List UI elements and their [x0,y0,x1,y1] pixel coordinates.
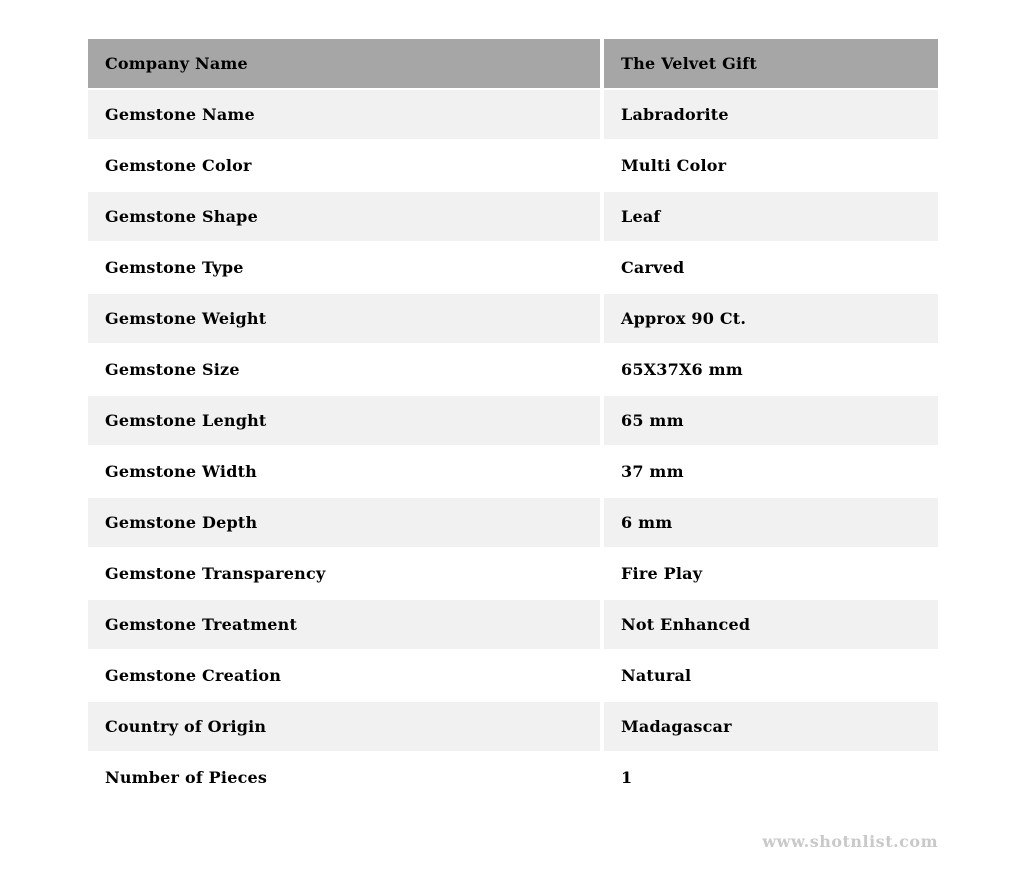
row-value-cell: 65X37X6 mm [604,345,938,394]
table-row [88,651,938,700]
row-value-cell: 37 mm [604,447,938,496]
spec-table-body [88,90,938,802]
gemstone-spec-table [84,37,942,804]
table-row [88,447,938,496]
row-label-cell: Gemstone Color [88,141,600,190]
header-company-name-cell: Company Name [88,39,600,88]
row-value-cell: Carved [604,243,938,292]
row-value-cell: 65 mm [604,396,938,445]
row-value-cell: 1 [604,753,938,802]
row-value-cell: Madagascar [604,702,938,751]
row-value-cell: Approx 90 Ct. [604,294,938,343]
table-row [88,141,938,190]
row-value-cell: Labradorite [604,90,938,139]
table-row [88,396,938,445]
table-row [88,294,938,343]
row-label-cell: Country of Origin [88,702,600,751]
row-label-cell: Gemstone Depth [88,498,600,547]
row-label-cell: Gemstone Weight [88,294,600,343]
row-value-cell: Fire Play [604,549,938,598]
table-row [88,549,938,598]
table-row [88,498,938,547]
row-value-cell: Multi Color [604,141,938,190]
row-label-cell: Gemstone Treatment [88,600,600,649]
row-label-cell: Gemstone Creation [88,651,600,700]
row-value-cell: 6 mm [604,498,938,547]
spec-table-head [88,39,938,88]
table-row [88,243,938,292]
row-value-cell: Natural [604,651,938,700]
table-row [88,753,938,802]
row-value-cell: Not Enhanced [604,600,938,649]
row-label-cell: Number of Pieces [88,753,600,802]
row-label-cell: Gemstone Type [88,243,600,292]
watermark-text: www.shotnlist.com [762,832,938,851]
header-company-value-cell: The Velvet Gift [604,39,938,88]
row-label-cell: Gemstone Name [88,90,600,139]
row-label-cell: Gemstone Size [88,345,600,394]
row-label-cell: Gemstone Shape [88,192,600,241]
row-value-cell: Leaf [604,192,938,241]
row-label-cell: Gemstone Transparency [88,549,600,598]
table-row [88,90,938,139]
table-row [88,192,938,241]
table-row [88,600,938,649]
table-row [88,345,938,394]
table-header-row [88,39,938,88]
row-label-cell: Gemstone Lenght [88,396,600,445]
table-row [88,702,938,751]
row-label-cell: Gemstone Width [88,447,600,496]
